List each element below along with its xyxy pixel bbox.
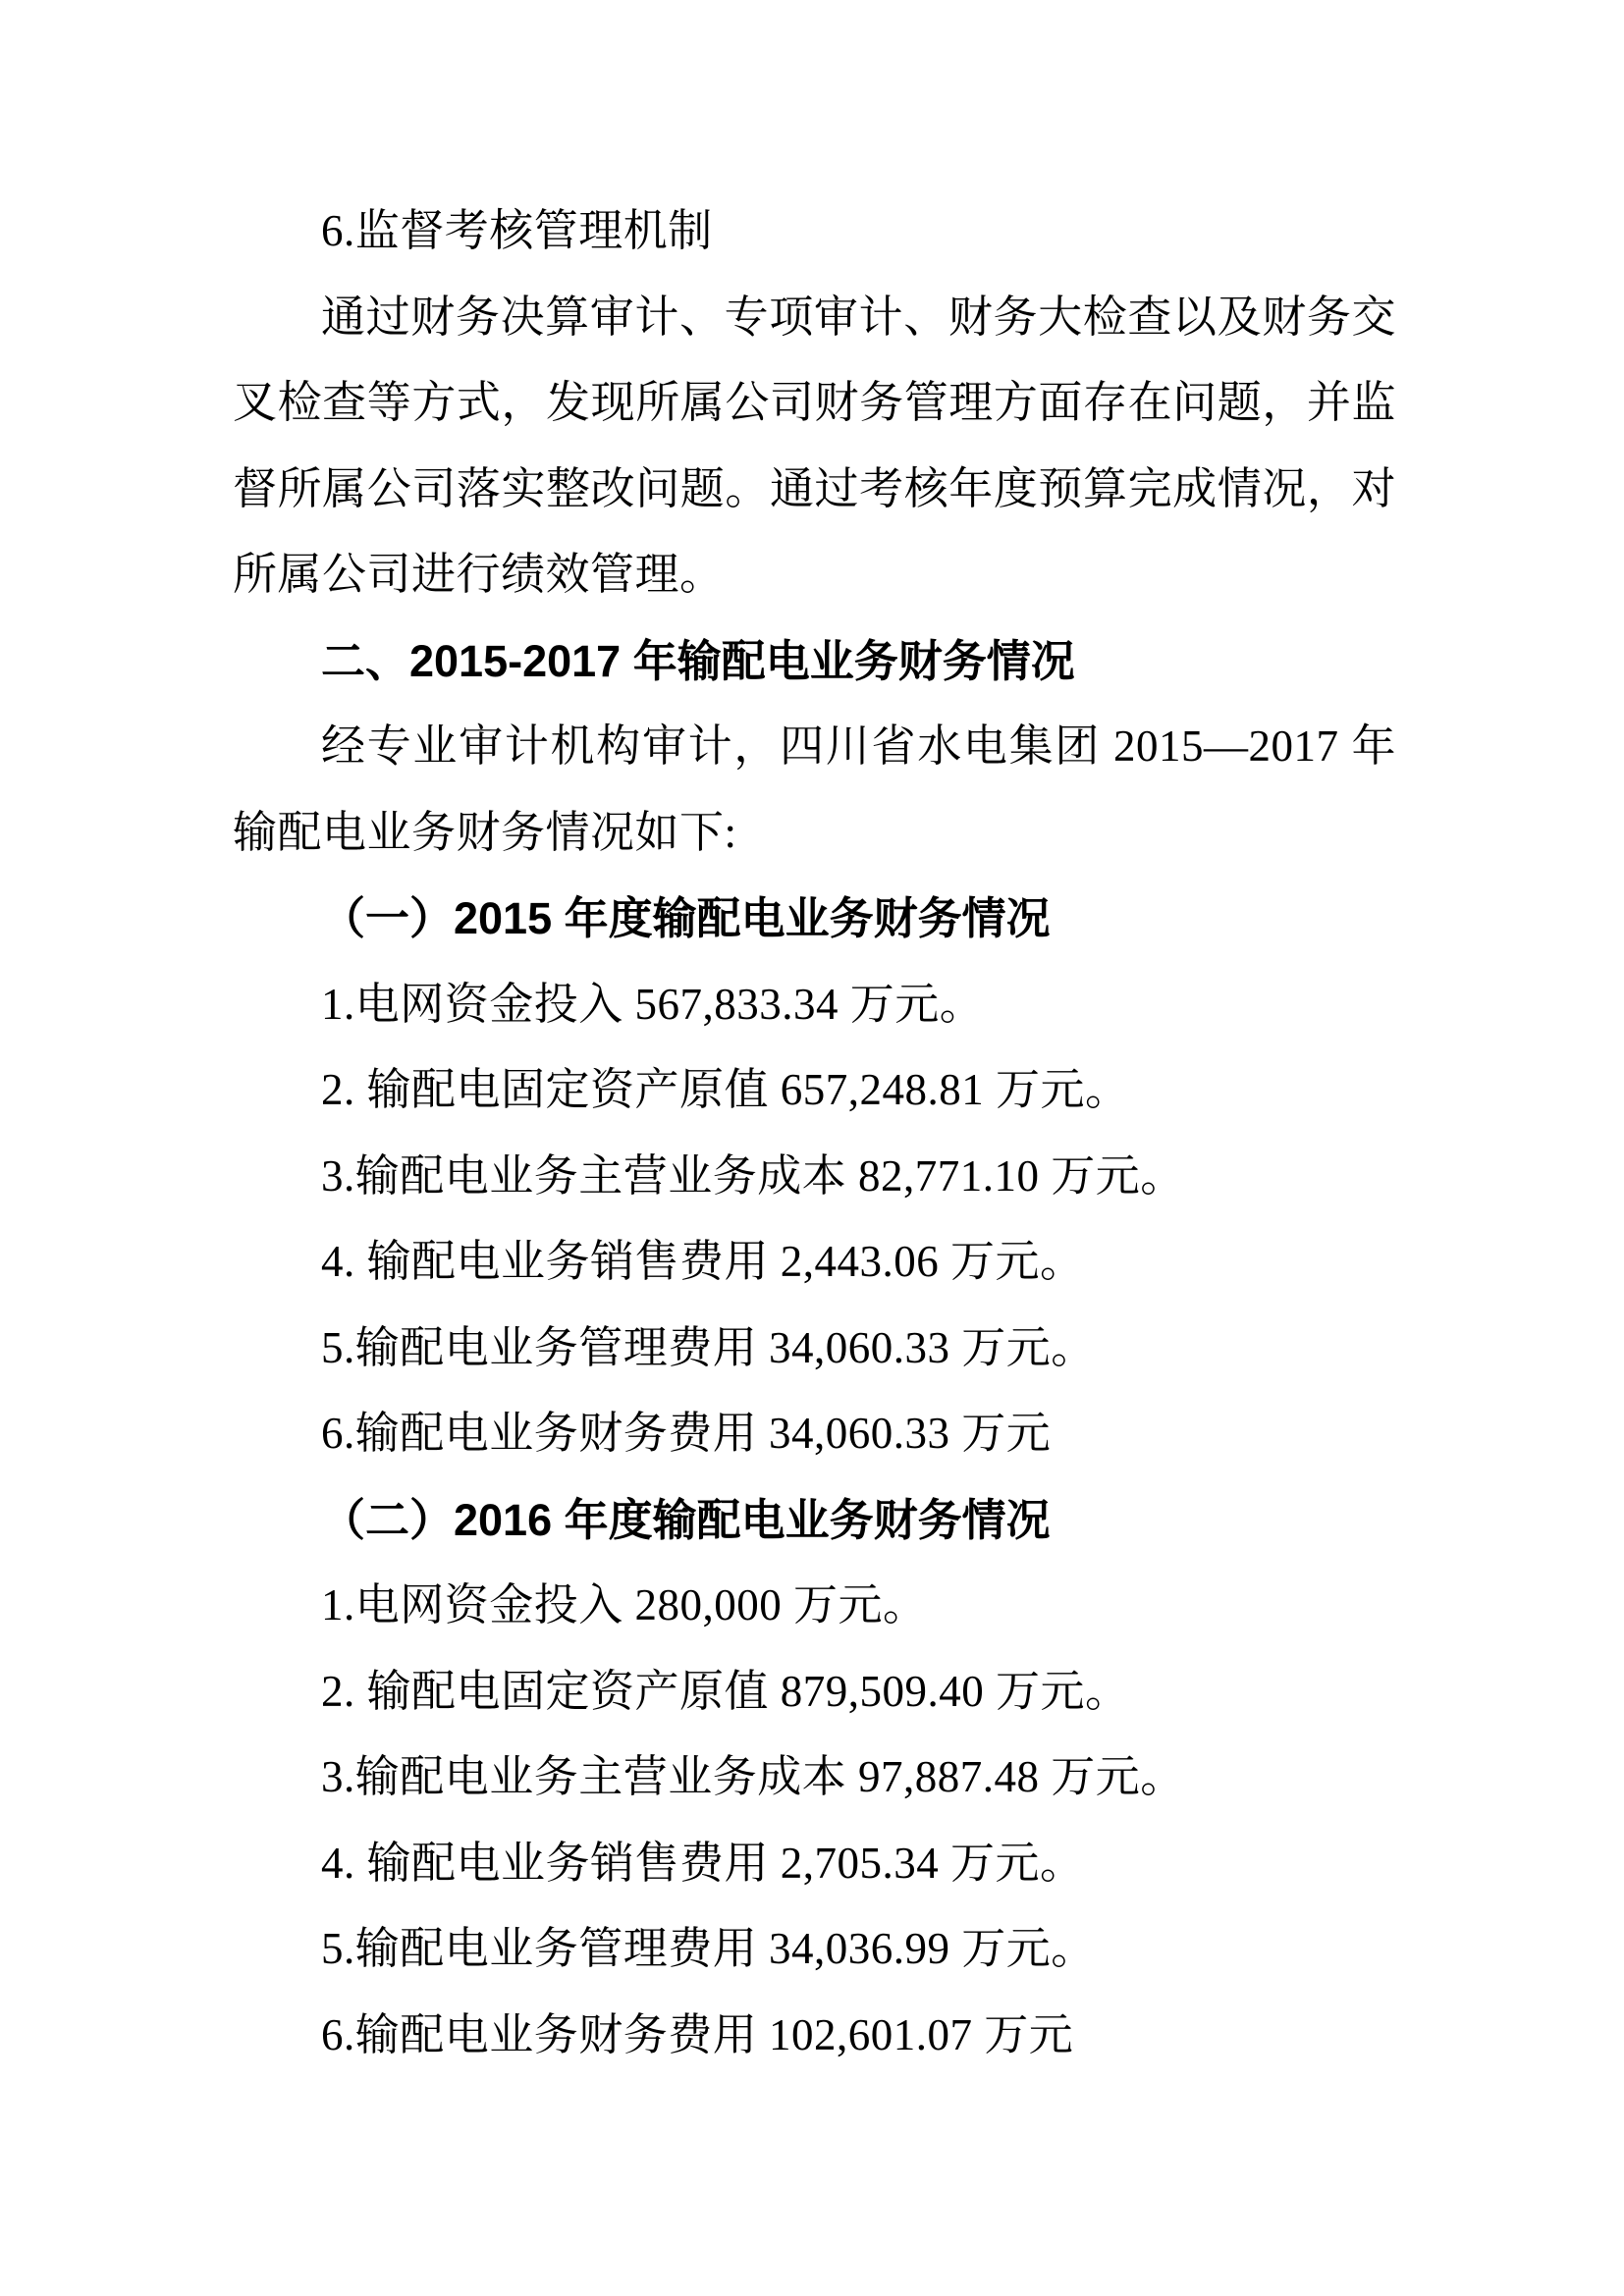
- paragraph: 2. 输配电固定资产原值 879,509.40 万元。: [321, 1666, 1130, 1716]
- paragraph: 6.监督考核管理机制: [321, 206, 713, 255]
- paragraph: 6.输配电业务财务费用 102,601.07 万元: [321, 2009, 1074, 2059]
- paragraph: 4. 输配电业务销售费用 2,705.34 万元。: [321, 1838, 1085, 1888]
- document-content: [233, 188, 1396, 2078]
- paragraph: 1.电网资金投入 567,833.34 万元。: [321, 979, 985, 1029]
- paragraph: 通过财务决算审计、专项审计、财务大检查以及财务交叉检查等方式，发现所属公司财务管理方面存在问题，并监督所属公司落实整改问题。通过考核年度预算完成情况，对所属公司进行绩效管理。: [233, 292, 1396, 599]
- paragraph: 3.输配电业务主营业务成本 82,771.10 万元。: [321, 1150, 1185, 1201]
- paragraph: 2. 输配电固定资产原值 657,248.81 万元。: [321, 1065, 1130, 1114]
- paragraph: 5.输配电业务管理费用 34,036.99 万元。: [321, 1924, 1096, 1973]
- paragraph: 6.输配电业务财务费用 34,060.33 万元: [321, 1409, 1052, 1458]
- section-heading: （二）2016 年度输配电业务财务情况: [321, 1494, 1051, 1545]
- section-heading: 二、2015-2017 年输配电业务财务情况: [321, 635, 1075, 686]
- section-heading: （一）2015 年度输配电业务财务情况: [321, 893, 1051, 943]
- paragraph: 1.电网资金投入 280,000 万元。: [321, 1580, 928, 1629]
- paragraph: 3.输配电业务主营业务成本 97,887.48 万元。: [321, 1752, 1185, 1801]
- paragraph: 经专业审计机构审计，四川省水电集团 2015—2017 年输配电业务财务情况如下:: [233, 721, 1396, 857]
- paragraph: 5.输配电业务管理费用 34,060.33 万元。: [321, 1322, 1096, 1372]
- paragraph: 4. 输配电业务销售费用 2,443.06 万元。: [321, 1237, 1085, 1286]
